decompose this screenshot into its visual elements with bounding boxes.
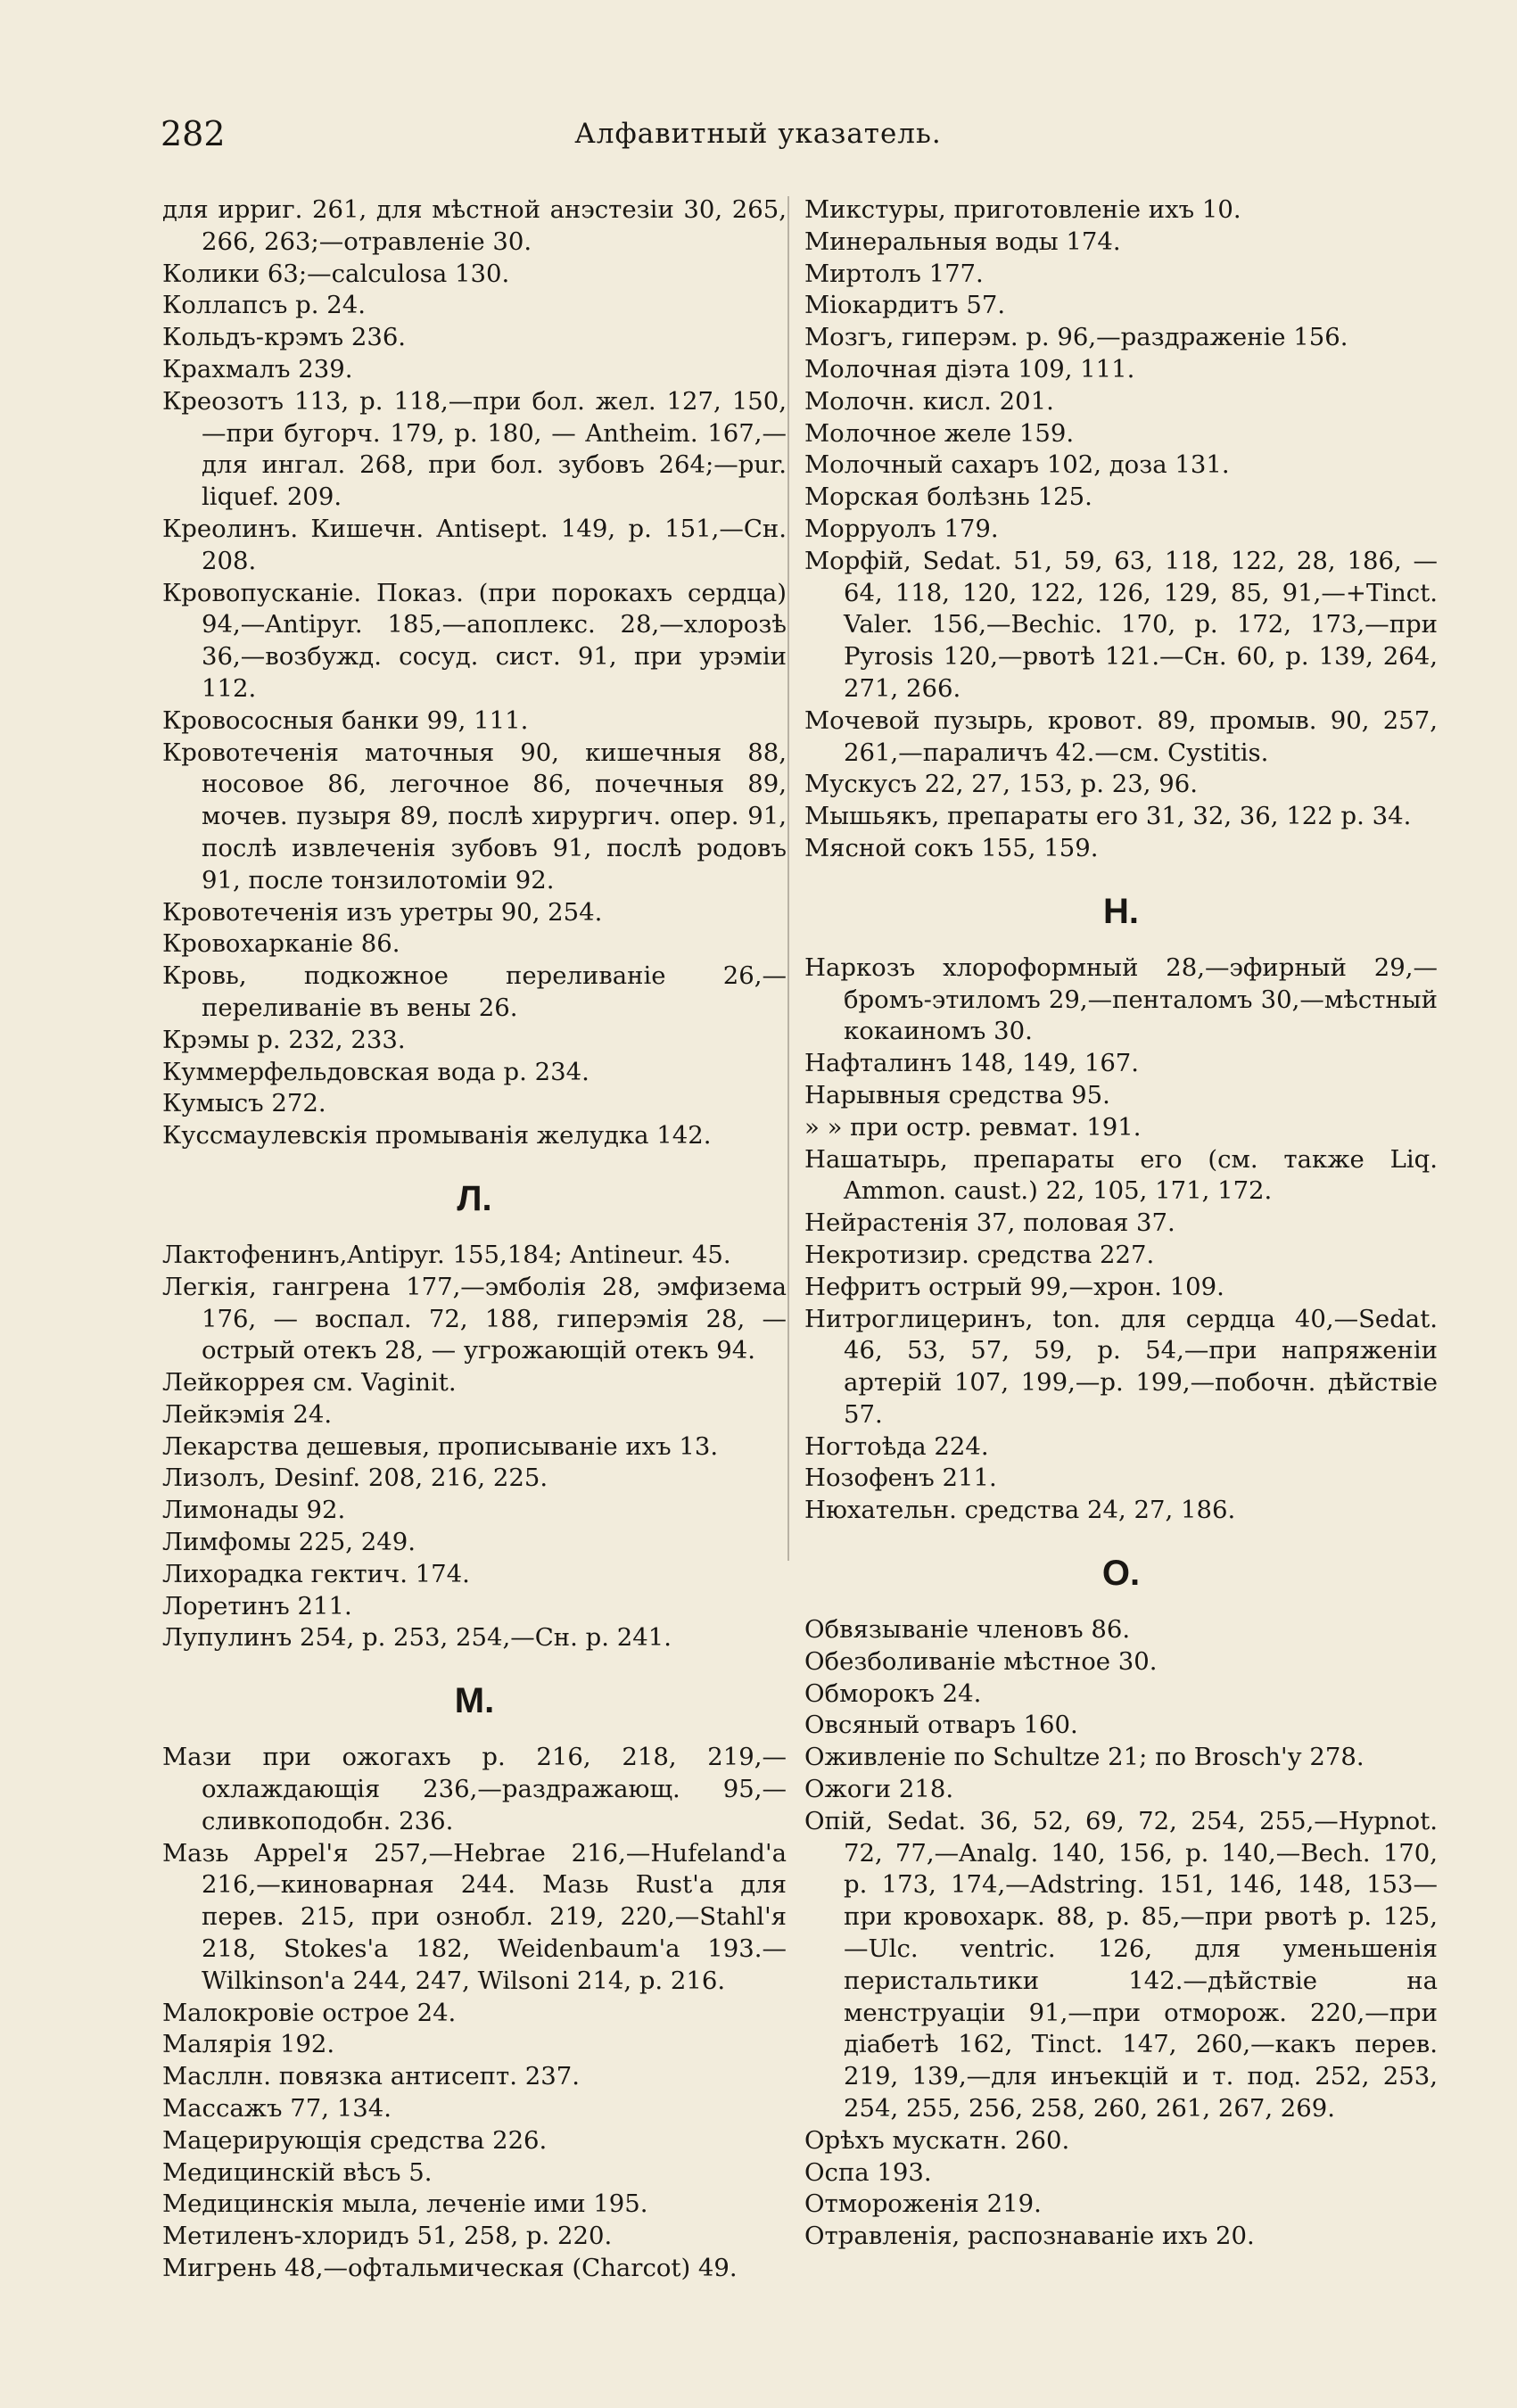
index-entry: Молочная діэта 109, 111. <box>804 354 1135 383</box>
index-entry: Морруолъ 179. <box>804 514 999 543</box>
index-entry: Отмороженія 219. <box>804 2189 1042 2219</box>
index-entry: Оживленіе по Schultze 21; по Brosch'у 278. <box>804 1743 1364 1772</box>
index-entry: Нейрастенія 37, половая 37. <box>804 1208 1175 1238</box>
index-entry: Лактофенинъ,Antipyr. 155,184; Antineur. 45. <box>162 1240 731 1269</box>
running-title: Алфавитный указатель. <box>574 118 942 150</box>
index-entry: для ирриг. 261, для мѣстной анэстезіи 30, 265, 266, 263;—отравленіе 30. <box>162 195 787 256</box>
index-entry: Овсяный отваръ 160. <box>804 1711 1078 1740</box>
index-entry: Лизолъ, Desinf. 208, 216, 225. <box>162 1464 548 1493</box>
index-entry: Кольдъ-крэмъ 236. <box>162 323 407 352</box>
index-entry: Лимонады 92. <box>162 1496 346 1525</box>
index-entry: Малярія 192. <box>162 2030 335 2059</box>
index-entry: Мясной сокъ 155, 159. <box>804 833 1099 862</box>
index-entry: Нюхательн. средства 24, 27, 186. <box>804 1496 1236 1525</box>
index-entry: Коллапсъ р. 24. <box>162 291 366 320</box>
index-entry: Кровотеченія маточныя 90, кишечныя 88, носовое 86, легочное 86, почечныя 89, мочев. пузыря 89, послѣ хирургич. опер. 91, послѣ извлеченія зубовъ 91, послѣ родовъ 91, после тонзилотоміи 92. <box>162 738 787 895</box>
index-entry: Микстуры, приготовленіе ихъ 10. <box>804 195 1241 224</box>
index-entry: Нафталинъ 148, 149, 167. <box>804 1049 1140 1078</box>
index-entry: Легкія, гангрена 177,—эмболія 28, эмфизема 176, — воспал. 72, 188, гиперэмія 28, — острый отекъ 28, — угрожающій отекъ 94. <box>162 1272 787 1365</box>
section-letter: О. <box>1101 1554 1141 1594</box>
index-entry: Оспа 193. <box>804 2157 932 2187</box>
index-entry: Обморокъ 24. <box>804 1678 982 1708</box>
index-entry: Мигрень 48,—офтальмическая (Charcot) 49. <box>162 2254 738 2283</box>
page-number: 282 <box>161 114 226 153</box>
index-entry: Малокровіе острое 24. <box>162 1998 457 2027</box>
index-entry: Опій, Sedat. 36, 52, 69, 72, 254, 255,—Hypnot. 72, 77,—Analg. 140, 156, р. 140,—Bech. 170, р. 173, 174,—Adstring. 151, 146, 148, 153—при кровохарк. 88, р. 85,—при рвотѣ р. 125,—Ulc. ventric. 126, для уменьшенія перистальтики 142.—дѣйствіе на менструаціи 91,—при отмoрож. 220,—при діабетѣ 162, Tinct. 147, 260,—какъ перев. 219, 139,—для инъекцій и т. под. 252, 253, 254, 255, 256, 258, 260, 261, 267, 269. <box>804 1806 1438 2123</box>
index-entry: Ожоги 218. <box>804 1775 954 1804</box>
index-entry: Мышьякъ, препараты его 31, 32, 36, 122 р. 34. <box>804 802 1412 831</box>
index-column-right <box>804 194 1438 2253</box>
index-entry: Медицинскій вѣсъ 5. <box>162 2157 433 2187</box>
index-entry: Кровопусканіе. Показ. (при порокахъ сердца) 94,—Antipyr. 185,—апоплекс. 28,—хлорозѣ 36,—возбужд. сосуд. сист. 91, при урэміи 112. <box>162 578 787 703</box>
index-entry: Кровь, подкожное переливаніе 26,—переливаніе въ вены 26. <box>162 961 787 1022</box>
index-entry: Мази при ожогахъ р. 216, 218, 219,—охлаждающія 236,—раздражающ. 95,—сливкоподобн. 236. <box>162 1743 787 1835</box>
index-entry: Кровотеченія изъ уретры 90, 254. <box>162 897 603 927</box>
index-entry: Обезболиваніе мѣстное 30. <box>804 1646 1158 1676</box>
index-entry: Молочное желе 159. <box>804 418 1075 448</box>
index-entry: Наркозъ хлороформный 28,—эфирный 29,—бромъ-этиломъ 29,—пенталомъ 30,—мѣстный кокаиномъ 30. <box>804 952 1438 1046</box>
index-entry: Нозофенъ 211. <box>804 1464 997 1493</box>
index-entry: Креозотъ 113, р. 118,—при бол. жел. 127, 150,—при бугорч. 179, р. 180, — Antheim. 167,—для ингал. 268, при бол. зубовъ 264;—pur. liquef. 209. <box>162 386 787 512</box>
index-entry: Некротизир. средства 227. <box>804 1240 1155 1269</box>
index-entry: Мацерирующія средства 226. <box>162 2125 548 2155</box>
index-entry: Крэмы р. 232, 233. <box>162 1025 406 1054</box>
index-entry: Масллн. повязка антисепт. 237. <box>162 2062 580 2091</box>
index-entry: Орѣхъ мускатн. 260. <box>804 2125 1070 2155</box>
index-entry: Лимфомы 225, 249. <box>162 1528 416 1557</box>
index-entry: Куссмаулевскія промыванія желудка 142. <box>162 1121 712 1150</box>
index-entry: Морфій, Sedat. 51, 59, 63, 118, 122, 28, 186, — 64, 118, 120, 122, 126, 129, 85, 91,—+Tinct. Valer. 156,—Bechic. 170, р. 172, 173,—при Pyrosis 120,—рвотѣ 121.—Сн. 60, р. 139, 264, 271, 266. <box>804 546 1438 703</box>
index-entry: Молочн. кисл. 201. <box>804 386 1054 416</box>
index-entry: Мазь Appel'я 257,—Hebrae 216,—Hufeland'а 216,—киноварная 244. Мазь Rust'а для перев. 215, при ознобл. 219, 220,—Stahl'я 218, Stokes'а 182, Weidenbaum'а 193.—Wilkinson'а 244, 247, Wilsoni 214, р. 216. <box>162 1838 787 1995</box>
index-entry: Морская болѣзнь 125. <box>804 482 1092 512</box>
index-entry: Медицинскія мыла, леченіе ими 195. <box>162 2189 648 2219</box>
index-entry: Колики 63;—calculosa 130. <box>162 259 510 288</box>
index-entry: Мозгъ, гиперэм. р. 96,—раздраженіе 156. <box>804 323 1348 352</box>
index-entry: Ногтоѣда 224. <box>804 1431 989 1461</box>
index-entry: Крахмалъ 239. <box>162 354 353 383</box>
page-header <box>161 114 1356 159</box>
index-entry: Метиленъ-хлоридъ 51, 258, р. 220. <box>162 2222 613 2251</box>
index-entry: Молочный сахаръ 102, доза 131. <box>804 450 1230 480</box>
index-entry: Лихорадка гектич. 174. <box>162 1559 470 1588</box>
index-entry: Лейкоррея см. Vaginit. <box>162 1368 457 1398</box>
index-entry: Лоретинъ 211. <box>162 1591 352 1620</box>
section-letter: Н. <box>1103 891 1139 931</box>
index-entry: Креолинъ. Кишечн. Antisept. 149, р. 151,—Сн. 208. <box>162 514 787 575</box>
index-entry: Миртолъ 177. <box>804 259 984 288</box>
index-entry: Лейкэмія 24. <box>162 1399 333 1429</box>
index-entry: Кумысъ 272. <box>162 1089 326 1118</box>
index-entry: Кровохарканіе 86. <box>162 929 400 959</box>
index-entry: Мускусъ 22, 27, 153, р. 23, 96. <box>804 770 1198 799</box>
index-entry: Нитроглицеринъ, ton. для сердца 40,—Sedat. 46, 53, 57, 59, р. 54,—при напряженіи артерій 107, 199,—р. 199,—побочн. дѣйствіе 57. <box>804 1304 1438 1429</box>
index-entry: Нашатырь, препараты его (см. также Liq. Ammon. caust.) 22, 105, 171, 172. <box>804 1144 1438 1206</box>
column-divider <box>787 196 789 1561</box>
index-entry: Мочевой пузырь, кровот. 89, промыв. 90, 257, 261,—параличъ 42.—см. Cystitis. <box>804 705 1438 767</box>
index-column-left <box>162 194 787 2285</box>
index-entry: Кровососныя банки 99, 111. <box>162 705 529 735</box>
index-entry: Отравленія, распознаваніе ихъ 20. <box>804 2222 1255 2251</box>
index-entry: Обвязываніе членовъ 86. <box>804 1615 1131 1645</box>
index-entry: Нарывныя средства 95. <box>804 1080 1110 1109</box>
index-entry: Міокардитъ 57. <box>804 291 1006 320</box>
index-entry: Лекарства дешевыя, прописыванiе ихъ 13. <box>162 1431 719 1461</box>
index-entry: Лупулинъ 254, р. 253, 254,—Сн. р. 241. <box>162 1623 672 1653</box>
section-letter: М. <box>454 1681 495 1721</box>
index-entry: Минеральныя воды 174. <box>804 227 1121 256</box>
section-letter: Л. <box>457 1178 492 1218</box>
index-entry: Массажъ 77, 134. <box>162 2094 392 2123</box>
index-entry: Куммерфельдовская вода р. 234. <box>162 1057 589 1086</box>
index-entry: Нефритъ острый 99,—хрон. 109. <box>804 1272 1224 1301</box>
index-entry: » » при остр. ревмат. 191. <box>804 1112 1142 1142</box>
